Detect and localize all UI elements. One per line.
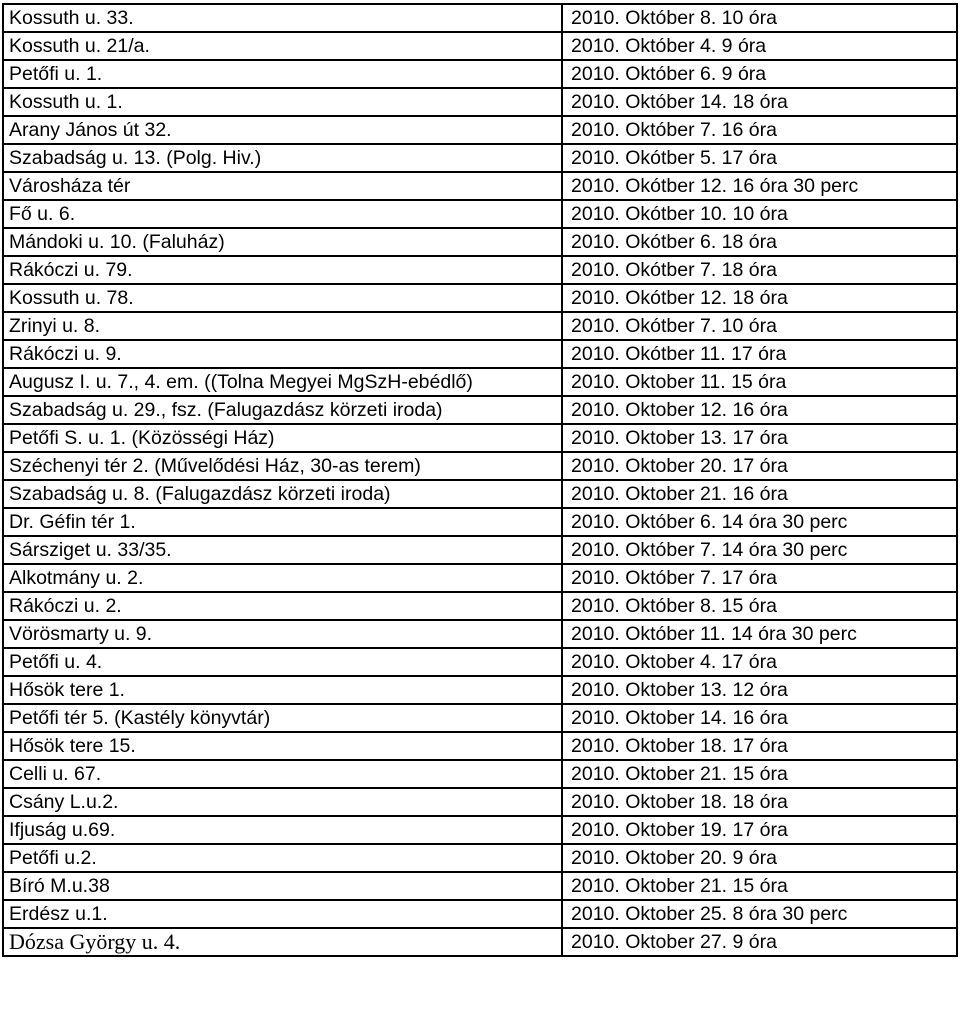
datetime-cell: 2010. Oktober 11. 15 óra [562,368,957,396]
address-cell: Petőfi u. 4. [3,648,562,676]
datetime-cell: 2010. Oktober 20. 9 óra [562,844,957,872]
address-cell: Petőfi u. 1. [3,60,562,88]
address-cell: Városháza tér [3,172,562,200]
datetime-cell: 2010. Oktober 19. 17 óra [562,816,957,844]
table-row [3,144,957,172]
address-cell: Petőfi tér 5. (Kastély könyvtár) [3,704,562,732]
datetime-cell: 2010. Oktober 18. 17 óra [562,732,957,760]
table-row [3,452,957,480]
table-row [3,872,957,900]
address-cell: Kossuth u. 21/a. [3,32,562,60]
datetime-cell: 2010. Oktober 4. 17 óra [562,648,957,676]
table-row [3,536,957,564]
table-row [3,928,957,956]
address-cell: Augusz I. u. 7., 4. em. ((Tolna Megyei MgSzH-ebédlő) [3,368,562,396]
address-cell: Szabadság u. 8. (Falugazdász körzeti iroda) [3,480,562,508]
schedule-table [2,3,958,957]
address-cell: Hősök tere 15. [3,732,562,760]
table-row [3,88,957,116]
datetime-cell: 2010. Okótber 6. 18 óra [562,228,957,256]
table-row [3,200,957,228]
address-cell: Kossuth u. 33. [3,4,562,32]
address-cell: Rákóczi u. 9. [3,340,562,368]
datetime-cell: 2010. Oktober 21. 16 óra [562,480,957,508]
address-cell: Szabadság u. 29., fsz. (Falugazdász körzeti iroda) [3,396,562,424]
datetime-cell: 2010. Okótber 5. 17 óra [562,144,957,172]
table-row [3,480,957,508]
table-row [3,564,957,592]
address-cell: Rákóczi u. 79. [3,256,562,284]
table-row [3,788,957,816]
datetime-cell: 2010. Október 7. 16 óra [562,116,957,144]
datetime-cell: 2010. Oktober 27. 9 óra [562,928,957,956]
datetime-cell: 2010. Oktober 20. 17 óra [562,452,957,480]
table-row [3,424,957,452]
datetime-cell: 2010. Okótber 10. 10 óra [562,200,957,228]
datetime-cell: 2010. Oktober 21. 15 óra [562,760,957,788]
address-cell: Mándoki u. 10. (Faluház) [3,228,562,256]
table-row [3,676,957,704]
datetime-cell: 2010. Október 6. 14 óra 30 perc [562,508,957,536]
table-row [3,816,957,844]
address-cell: Dr. Géfin tér 1. [3,508,562,536]
address-cell: Fő u. 6. [3,200,562,228]
datetime-cell: 2010. Oktober 18. 18 óra [562,788,957,816]
address-cell: Bíró M.u.38 [3,872,562,900]
address-cell: Arany János út 32. [3,116,562,144]
datetime-cell: 2010. Október 8. 15 óra [562,592,957,620]
address-cell: Kossuth u. 78. [3,284,562,312]
schedule-body [3,4,957,956]
datetime-cell: 2010. Október 8. 10 óra [562,4,957,32]
datetime-cell: 2010. Okótber 7. 10 óra [562,312,957,340]
table-row [3,368,957,396]
table-row [3,60,957,88]
address-cell: Celli u. 67. [3,760,562,788]
address-cell: Erdész u.1. [3,900,562,928]
address-cell: Kossuth u. 1. [3,88,562,116]
table-row [3,228,957,256]
address-cell: Vörösmarty u. 9. [3,620,562,648]
datetime-cell: 2010. Október 4. 9 óra [562,32,957,60]
address-cell: Dózsa György u. 4. [3,928,562,956]
address-cell: Zrinyi u. 8. [3,312,562,340]
datetime-cell: 2010. Okótber 12. 16 óra 30 perc [562,172,957,200]
table-row [3,900,957,928]
datetime-cell: 2010. Október 7. 14 óra 30 perc [562,536,957,564]
address-cell: Csány L.u.2. [3,788,562,816]
datetime-cell: 2010. Oktober 25. 8 óra 30 perc [562,900,957,928]
table-row [3,116,957,144]
datetime-cell: 2010. Okótber 7. 18 óra [562,256,957,284]
datetime-cell: 2010. Október 11. 14 óra 30 perc [562,620,957,648]
table-row [3,340,957,368]
table-row [3,4,957,32]
address-cell: Alkotmány u. 2. [3,564,562,592]
address-cell: Petőfi S. u. 1. (Közösségi Ház) [3,424,562,452]
address-cell: Petőfi u.2. [3,844,562,872]
datetime-cell: 2010. Okótber 12. 18 óra [562,284,957,312]
table-row [3,704,957,732]
datetime-cell: 2010. Oktober 14. 16 óra [562,704,957,732]
table-row [3,32,957,60]
address-cell: Hősök tere 1. [3,676,562,704]
datetime-cell: 2010. Október 14. 18 óra [562,88,957,116]
table-row [3,312,957,340]
table-row [3,760,957,788]
address-cell: Ifjuság u.69. [3,816,562,844]
datetime-cell: 2010. Oktober 13. 12 óra [562,676,957,704]
table-row [3,844,957,872]
address-cell: Sársziget u. 33/35. [3,536,562,564]
address-cell: Széchenyi tér 2. (Művelődési Ház, 30-as terem) [3,452,562,480]
datetime-cell: 2010. Október 7. 17 óra [562,564,957,592]
table-row [3,508,957,536]
datetime-cell: 2010. Október 6. 9 óra [562,60,957,88]
table-row [3,648,957,676]
table-row [3,172,957,200]
table-row [3,256,957,284]
datetime-cell: 2010. Oktober 21. 15 óra [562,872,957,900]
datetime-cell: 2010. Oktober 12. 16 óra [562,396,957,424]
datetime-cell: 2010. Oktober 13. 17 óra [562,424,957,452]
table-row [3,396,957,424]
table-row [3,284,957,312]
table-row [3,732,957,760]
address-cell: Rákóczi u. 2. [3,592,562,620]
address-cell: Szabadság u. 13. (Polg. Hiv.) [3,144,562,172]
table-row [3,620,957,648]
datetime-cell: 2010. Okótber 11. 17 óra [562,340,957,368]
table-row [3,592,957,620]
